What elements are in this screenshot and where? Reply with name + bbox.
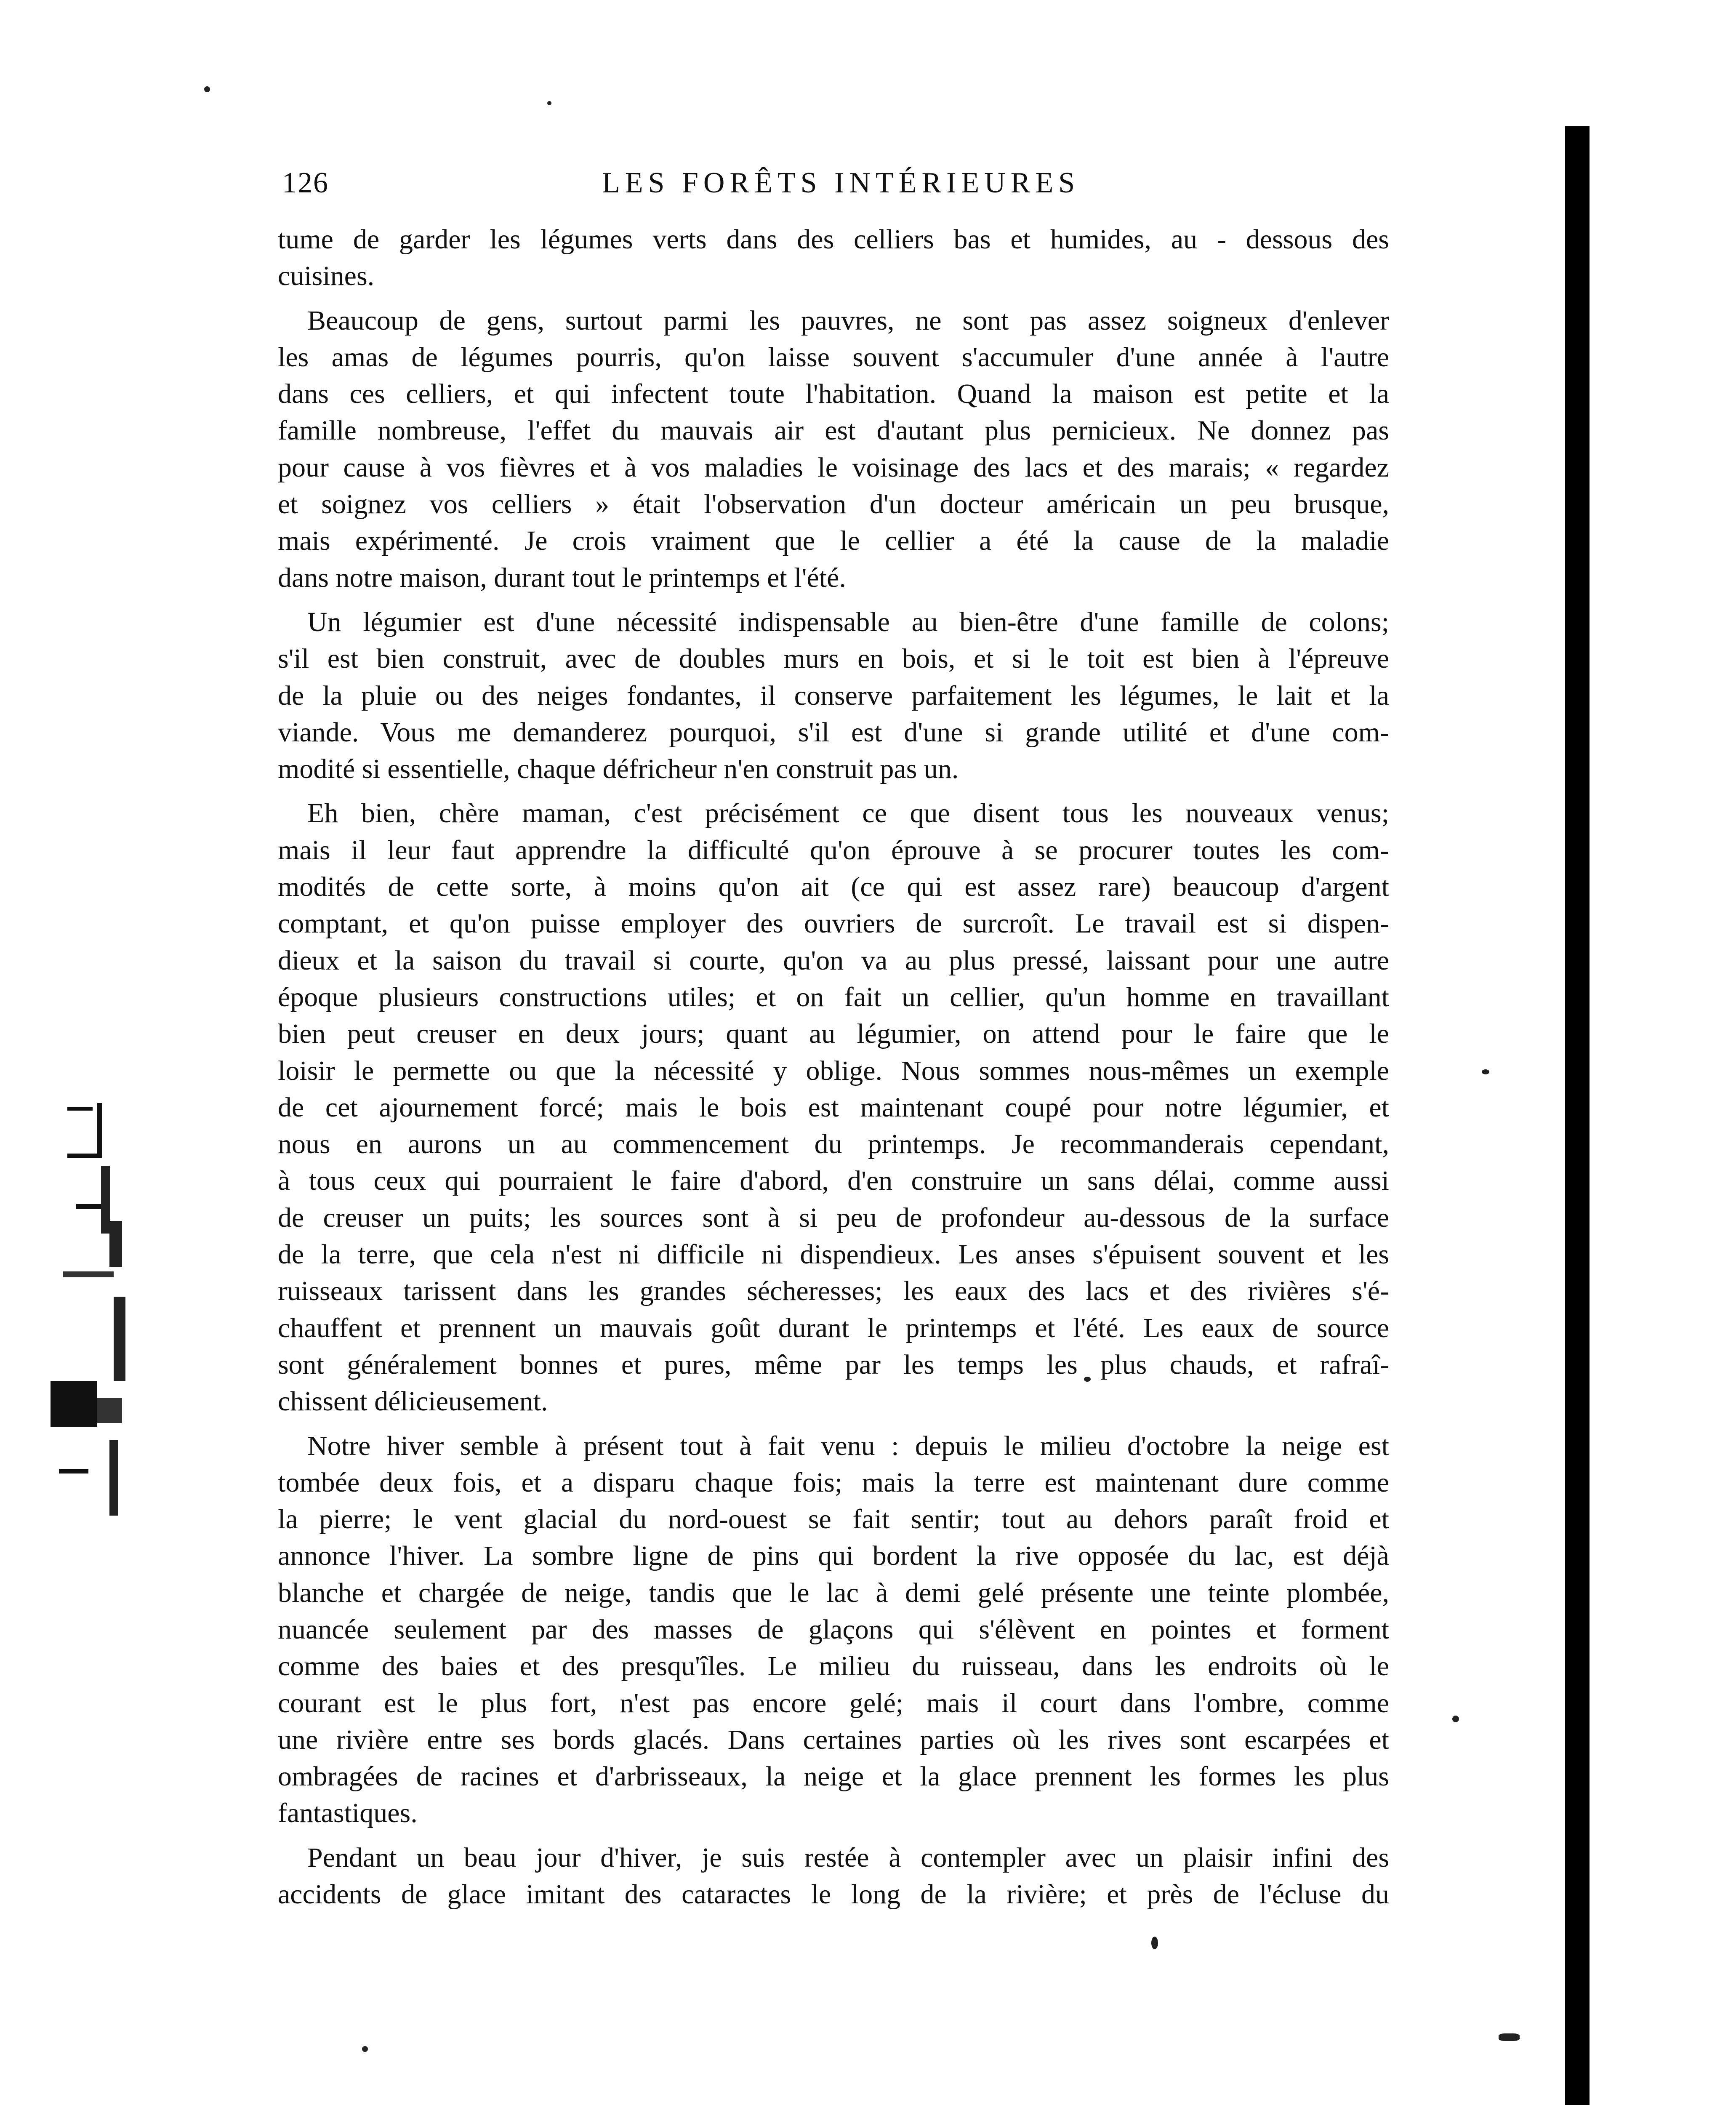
- text-line: à tous ceux qui pourraient le faire d'abord, d'en construire un sans délai, comme aussi: [278, 1165, 1389, 1196]
- text-line: dans ces celliers, et qui infectent toute l'habitation. Quand la maison est petite et la: [278, 378, 1389, 410]
- scan-edge-bar: [1565, 126, 1590, 2105]
- text-line: cuisines.: [278, 261, 375, 292]
- text-line: Pendant un beau jour d'hiver, je suis restée à contempler avec un plaisir infini des: [307, 1842, 1389, 1873]
- text-line: bien peut creuser en deux jours; quant au légumier, on attend pour le faire que le: [278, 1018, 1389, 1050]
- paragraph: [278, 1839, 1389, 1913]
- page-number: 126: [282, 167, 329, 199]
- text-line: tombée deux fois, et a disparu chaque fois; mais la terre est maintenant dure comme: [278, 1467, 1389, 1498]
- paragraph: [278, 302, 1389, 596]
- text-line: fantastiques.: [278, 1798, 418, 1829]
- text-line: chissent délicieusement.: [278, 1386, 548, 1417]
- text-line: blanche et chargée de neige, tandis que le lac à demi gelé présente une teinte plombée,: [278, 1577, 1389, 1608]
- ink-speck: [547, 101, 551, 105]
- text-line: annonce l'hiver. La sombre ligne de pins qui bordent la rive opposée du lac, est déjà: [278, 1540, 1389, 1572]
- paragraph: [278, 221, 1389, 295]
- paragraph: [278, 604, 1389, 787]
- text-line: sont généralement bonnes et pures, même par les temps les plus chauds, et rafraî-: [278, 1349, 1389, 1380]
- ink-speck: [1452, 1716, 1459, 1722]
- text-line: époque plusieurs constructions utiles; et on fait un cellier, qu'un homme en travaillant: [278, 981, 1389, 1013]
- ink-speck: [1482, 1069, 1489, 1074]
- running-title: LES FORÊTS INTÉRIEURES: [602, 167, 1080, 199]
- text-line: tume de garder les légumes verts dans des celliers bas et humides, au - dessous des: [278, 224, 1389, 255]
- text-line: et soignez vos celliers » était l'observation d'un docteur américain un peu brusque,: [278, 489, 1389, 520]
- text-line: les amas de légumes pourris, qu'on laisse souvent s'accumuler d'une année à l'autre: [278, 341, 1389, 373]
- text-line: loisir le permette ou que la nécessité y oblige. Nous sommes nous-mêmes un exemple: [278, 1055, 1389, 1086]
- text-line: ruisseaux tarissent dans les grandes sécheresses; les eaux des lacs et des rivières s'é-: [278, 1276, 1389, 1307]
- text-line: dieux et la saison du travail si courte, qu'on va au plus pressé, laissant pour une autre: [278, 945, 1389, 976]
- text-line: la pierre; le vent glacial du nord-ouest se fait sentir; tout au dehors paraît froid et: [278, 1504, 1389, 1535]
- text-line: viande. Vous me demanderez pourquoi, s'il est d'une si grande utilité et d'une com-: [278, 717, 1389, 748]
- ink-speck: [362, 2046, 368, 2052]
- text-line: de creuser un puits; les sources sont à si peu de profondeur au-dessous de la surface: [278, 1202, 1389, 1233]
- text-line: mais il leur faut apprendre la difficulté qu'on éprouve à se procurer toutes les com-: [278, 834, 1389, 866]
- text-line: s'il est bien construit, avec de doubles murs en bois, et si le toit est bien à l'épreuve: [278, 643, 1389, 674]
- ink-speck: [1151, 1937, 1158, 1949]
- text-line: une rivière entre ses bords glacés. Dans certaines parties où les rives sont escarpées et: [278, 1724, 1389, 1755]
- scan-margin-noise: [51, 1095, 135, 1558]
- text-line: dans notre maison, durant tout le printemps et l'été.: [278, 562, 846, 593]
- ink-speck: [204, 86, 210, 92]
- text-line: accidents de glace imitant des cataractes le long de la rivière; et près de l'écluse du: [278, 1879, 1389, 1910]
- text-line: ombragées de racines et d'arbrisseaux, la neige et la glace prennent les formes les plus: [278, 1761, 1389, 1792]
- text-line: modité si essentielle, chaque défricheur n'en construit pas un.: [278, 754, 959, 785]
- text-line: chauffent et prennent un mauvais goût durant le printemps et l'été. Les eaux de source: [278, 1312, 1389, 1343]
- paragraph: [278, 1428, 1389, 1832]
- text-line: courant est le plus fort, n'est pas encore gelé; mais il court dans l'ombre, comme: [278, 1687, 1389, 1719]
- body-text: [278, 221, 1389, 1913]
- text-line: nous en aurons un au commencement du printemps. Je recommanderais cependant,: [278, 1129, 1389, 1160]
- text-line: Eh bien, chère maman, c'est précisément ce que disent tous les nouveaux venus;: [307, 798, 1389, 829]
- text-line: pour cause à vos fièvres et à vos maladies le voisinage des lacs et des marais; « regardez: [278, 452, 1389, 483]
- running-head: [282, 166, 1393, 213]
- text-line: de la pluie ou des neiges fondantes, il conserve parfaitement les légumes, le lait et la: [278, 680, 1389, 711]
- text-line: famille nombreuse, l'effet du mauvais air est d'autant plus pernicieux. Ne donnez pas: [278, 415, 1389, 446]
- text-line: Un légumier est d'une nécessité indispensable au bien-être d'une famille de colons;: [307, 606, 1389, 637]
- text-line: Beaucoup de gens, surtout parmi les pauvres, ne sont pas assez soigneux d'enlever: [307, 305, 1389, 336]
- paragraph: [278, 795, 1389, 1420]
- text-line: comme des baies et des presqu'îles. Le milieu du ruisseau, dans les endroits où le: [278, 1651, 1389, 1682]
- text-line: modités de cette sorte, à moins qu'on ait (ce qui est assez rare) beaucoup d'argent: [278, 871, 1389, 903]
- ink-speck: [1499, 2033, 1520, 2041]
- text-line: comptant, et qu'on puisse employer des ouvriers de surcroît. Le travail est si dispen-: [278, 908, 1389, 939]
- text-line: Notre hiver semble à présent tout à fait venu : depuis le milieu d'octobre la neige est: [307, 1430, 1389, 1461]
- text-line: mais expérimenté. Je crois vraiment que le cellier a été la cause de la maladie: [278, 525, 1389, 557]
- text-line: nuancée seulement par des masses de glaçons qui s'élèvent en pointes et forment: [278, 1614, 1389, 1645]
- text-line: de la terre, que cela n'est ni difficile ni dispendieux. Les anses s'épuisent souvent et les: [278, 1239, 1389, 1270]
- text-line: de cet ajournement forcé; mais le bois est maintenant coupé pour notre légumier, et: [278, 1092, 1389, 1123]
